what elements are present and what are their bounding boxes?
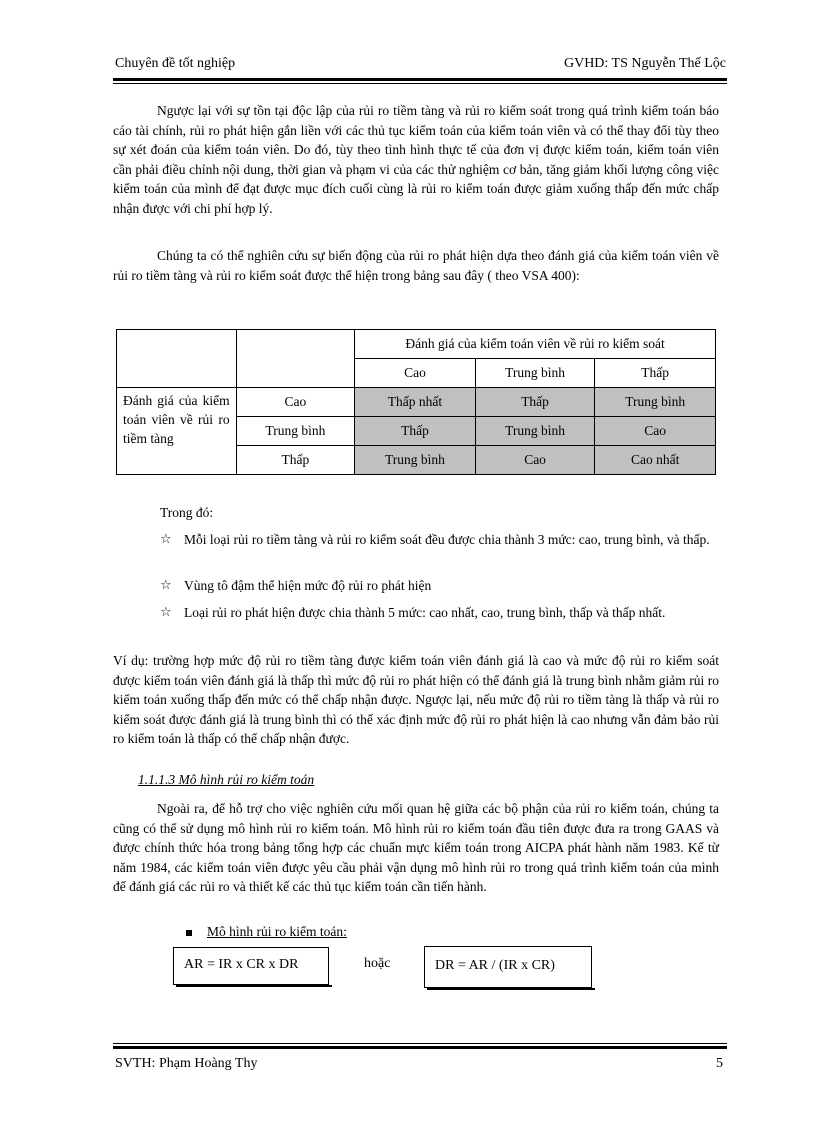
page-number: 5	[716, 1056, 723, 1071]
table-corner	[236, 330, 355, 388]
detection-risk-cell: Trung bình	[595, 388, 716, 417]
control-level: Trung bình	[475, 359, 595, 388]
star-icon: ☆	[160, 578, 172, 593]
control-level: Cao	[355, 359, 476, 388]
list-item-text: Mỗi loại rủi ro tiềm tàng và rủi ro kiểm soát đều được chia thành 3 mức: cao, trung bình, và thấp.	[184, 532, 710, 547]
paragraph-3: Ví dụ: trường hợp mức độ rủi ro tiềm tàng được kiểm toán viên đánh giá là cao và mức độ rủi ro kiểm soát được kiểm toán viên đánh giá là thấp thì mức độ rủi ro phát hiện có thể đánh giá là trung bình nhằm giảm rủi ro kiểm toán xuống thấp đến mức có thể chấp nhận được. Ngược lại, nếu mức độ rủi ro tiềm tàng là thấp và rủi ro kiểm soát được đánh giá là trung bình thì có thể xác định mức độ rủi ro phát hiện là cao nhưng vẫn đảm bảo rủi ro kiểm toán là thấp có thể chấp nhận được.	[113, 653, 719, 747]
list-item-text: Loại rủi ro phát hiện được chia thành 5 mức: cao nhất, cao, trung bình, thấp và thấp nhất.	[184, 605, 666, 620]
paragraph-2: Chúng ta có thể nghiên cứu sự biến động của rủi ro phát hiện dựa theo đánh giá của kiểm toán viên về rủi ro tiềm tàng và rủi ro kiểm soát được thể hiện trong bảng sau đây ( theo VSA 400):	[113, 248, 719, 283]
detection-risk-cell: Cao	[475, 446, 595, 475]
detection-risk-cell: Thấp nhất	[355, 388, 476, 417]
risk-table	[116, 329, 716, 475]
header-left: Chuyên đề tốt nghiệp	[115, 56, 236, 71]
detection-risk-cell: Thấp	[355, 417, 476, 446]
detection-risk-cell: Trung bình	[475, 417, 595, 446]
formula-connector: hoặc	[364, 956, 391, 971]
legend-label: Trong đó:	[160, 505, 214, 520]
inherent-level: Trung bình	[236, 417, 355, 446]
detection-risk-cell: Trung bình	[355, 446, 476, 475]
table-row	[117, 388, 716, 417]
box-shadow	[427, 988, 595, 990]
list-item	[160, 603, 720, 622]
formula-box-1: AR = IR x CR x DR	[173, 947, 329, 985]
paragraph-4: Ngoài ra, để hỗ trợ cho việc nghiên cứu mối quan hệ giữa các bộ phận của rủi ro kiểm toán, chúng ta cũng có thể sử dụng mô hình rủi ro kiểm toán. Mô hình rủi ro kiểm toán đầu tiên được đưa ra trong GAAS và được chính thức hóa trong bảng tổng hợp các chuẩn mực kiểm toán trong AICPA phát hành năm 1983. Kể từ năm 1984, các kiểm toán viên được yêu cầu phải vận dụng mô hình rủi ro trong quá trình kiểm toán của mình để đánh giá các rủi ro và thiết kế các thủ tục kiểm toán cần tiến hành.	[113, 801, 719, 895]
inherent-level: Cao	[236, 388, 355, 417]
list-item	[160, 576, 720, 595]
control-level: Thấp	[595, 359, 716, 388]
paragraph-1: Ngược lại với sự tồn tại độc lập của rủi ro tiềm tàng và rủi ro kiểm soát trong quá trình kiểm toán báo cáo tài chính, rủi ro phát hiện gắn liền với các thủ tục kiểm toán của kiểm toán viên và có thể thay đổi tùy theo sự xét đoán của kiểm toán viên. Do đó, tùy theo tình hình thực tế của đơn vị được kiểm toán, kiểm toán viên cần phải điều chỉnh nội dung, thời gian và phạm vi của các thử nghiệm cơ bản, tăng giảm khối lượng công việc kiểm toán của mình để đạt được mục đích cuối cùng là rủi ro kiểm toán được giảm xuống thấp đến mức chấp nhận được với chi phí hợp lý.	[113, 103, 719, 216]
detection-risk-cell: Cao nhất	[595, 446, 716, 475]
detection-risk-cell: Cao	[595, 417, 716, 446]
header-rule-thick	[113, 78, 727, 81]
star-icon: ☆	[160, 532, 172, 547]
header-right: GVHD: TS Nguyễn Thế Lộc	[563, 56, 726, 71]
list-item-text: Vùng tô đậm thể hiện mức độ rủi ro phát hiện	[184, 578, 432, 593]
star-icon: ☆	[160, 605, 172, 620]
list-item	[160, 530, 720, 549]
inherent-risk-header: Đánh giá của kiểm toán viên về rủi ro tiềm tàng	[117, 388, 237, 475]
detection-risk-cell: Thấp	[475, 388, 595, 417]
inherent-level: Thấp	[236, 446, 355, 475]
footer-rule-thin	[113, 1043, 727, 1044]
square-bullet-icon	[186, 930, 192, 936]
formula-box-2: DR = AR / (IR x CR)	[424, 946, 592, 988]
footer-author: SVTH: Phạm Hoàng Thy	[115, 1056, 258, 1071]
footer-rule-thick	[113, 1046, 727, 1049]
box-shadow	[176, 985, 332, 987]
section-heading: 1.1.1.3 Mô hình rủi ro kiểm toán	[138, 772, 315, 787]
header-rule-thin	[113, 83, 727, 84]
model-label: Mô hình rủi ro kiểm toán:	[207, 924, 347, 939]
table-row	[117, 330, 716, 359]
table-corner	[117, 330, 237, 388]
control-risk-header: Đánh giá của kiểm toán viên về rủi ro kiểm soát	[355, 330, 716, 359]
